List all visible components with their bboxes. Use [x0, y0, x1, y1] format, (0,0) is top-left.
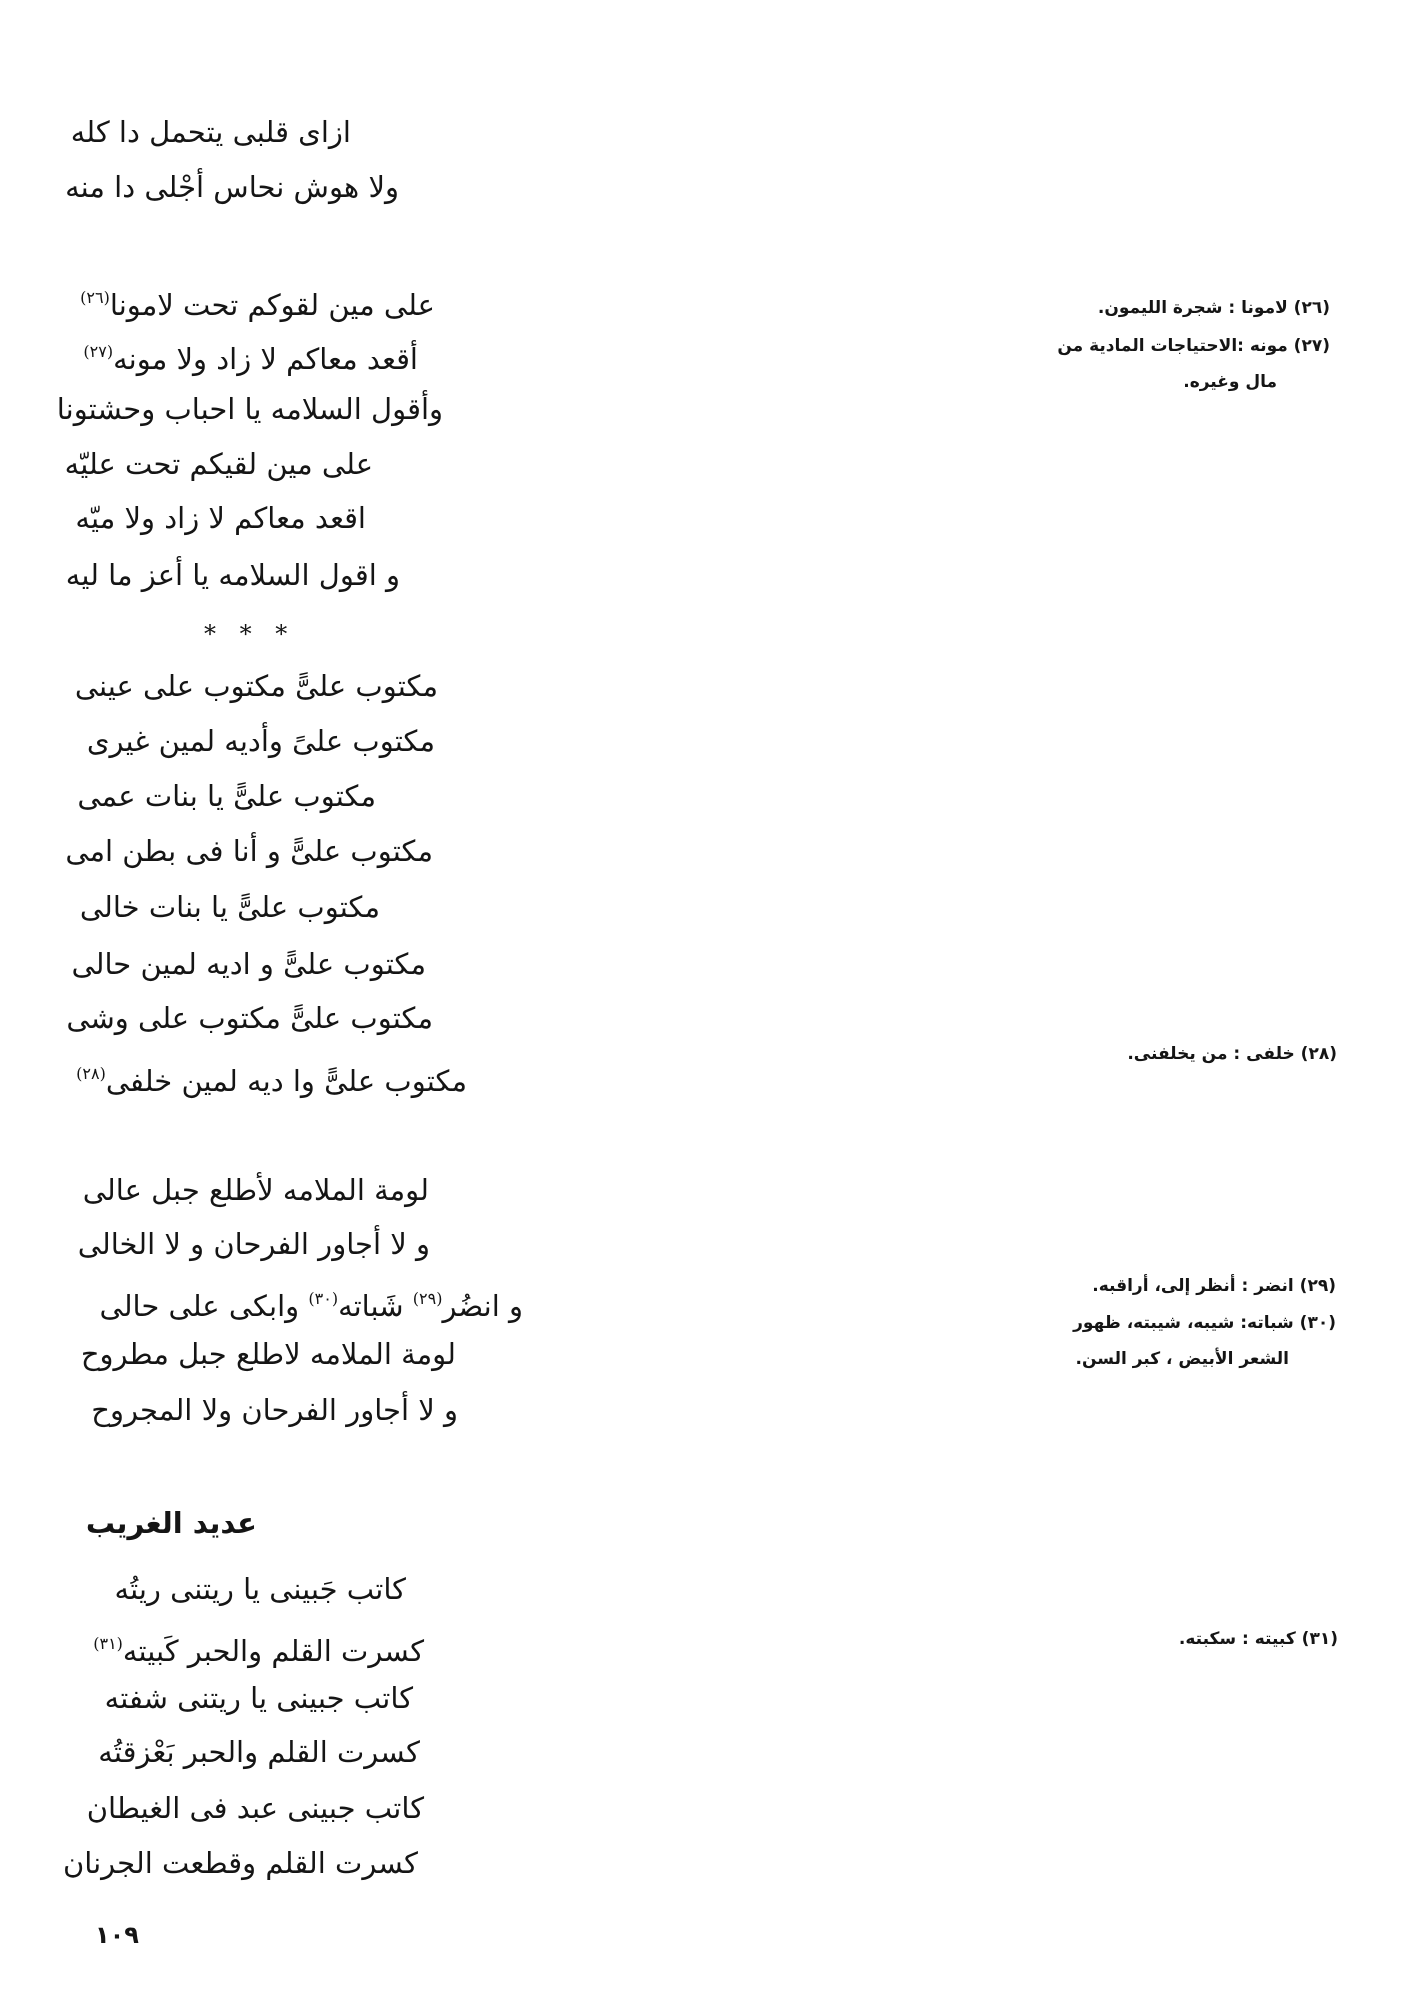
verse-line: وأقول السلامه يا احباب وحشتونا: [56, 392, 443, 426]
section-separator: * * *: [204, 620, 296, 648]
verse-line: كاتب جبينى عبد فى الغيطان: [86, 1791, 424, 1825]
verse-line: مكتوب علىًّ مكتوب على عينى: [74, 669, 438, 703]
verse-line: مكتوب علىًّ و اديه لمين حالى: [71, 947, 426, 981]
verse-line: مكتوب علىًّ يا بنات خالى: [79, 890, 380, 924]
verse-line: كاتب جبينى يا ريتنى شفته: [104, 1681, 413, 1715]
footnote-ref: (٢٧): [83, 342, 114, 361]
verse-line: مكتوب علىً وأديه لمين غيرى: [86, 724, 435, 758]
verse-line: و اقول السلامه يا أعز ما ليه: [65, 558, 400, 592]
verse-text: مكتوب علىًّ وا ديه لمين خلفى: [105, 1064, 467, 1098]
verse-line: كسرت القلم والحبر بَعْزقتُه: [98, 1735, 420, 1769]
margin-note-continuation: مال وغيره.: [1183, 372, 1277, 392]
verse-line: مكتوب علىًّ و أنا فى بطن امى: [65, 834, 433, 868]
verse-line: لومة الملامه لأطلع جبل عالى: [82, 1173, 429, 1207]
footnote-ref: (٣٠): [308, 1289, 339, 1308]
verse-line: [80, 278, 435, 322]
margin-note: (٢٦) لامونا : شجرة الليمون.: [1097, 298, 1330, 318]
verse-line: ولا هوش نحاس أجْلى دا منه: [65, 170, 399, 204]
verse-line: [93, 1624, 424, 1668]
verse-text: و انضُر: [442, 1289, 523, 1323]
verse-line: مكتوب علىًّ مكتوب على وشى: [66, 1001, 433, 1035]
verse-text: شَباته: [338, 1289, 413, 1323]
footnote-ref: (٢٦): [80, 288, 110, 307]
verse-line: مكتوب علىًّ يا بنات عمى: [77, 779, 376, 813]
verse-text: كسرت القلم والحبر كَبيته: [122, 1634, 424, 1668]
page-number: ١٠٩: [95, 1921, 139, 1949]
margin-note-continuation: الشعر الأبيض ، كبر السن.: [1075, 1349, 1289, 1369]
verse-text: أقعد معاكم لا زاد ولا مونه: [113, 342, 418, 376]
verse-line: [83, 332, 418, 376]
footnote-ref: (٣١): [93, 1634, 123, 1653]
footnote-ref: (٢٨): [76, 1064, 106, 1083]
verse-line: [99, 1279, 523, 1323]
verse-text: على مين لقوكم تحت لامونا: [109, 288, 435, 322]
verse-line: كاتب جَبينى يا ريتنى ريتُه: [114, 1572, 406, 1606]
verse-line: و لا أجاور الفرحان و لا الخالى: [77, 1227, 430, 1261]
verse-text: وابكى على حالى: [99, 1289, 309, 1323]
verse-line: على مين لقيكم تحت عليّه: [64, 447, 373, 481]
section-heading: عديد الغريب: [85, 1506, 257, 1540]
margin-note: (٢٧) مونه :الاحتياجات المادية من: [1057, 336, 1330, 356]
verse-line: اقعد معاكم لا زاد ولا ميّه: [75, 501, 366, 535]
footnote-ref: (٢٩): [412, 1289, 443, 1308]
verse-line: كسرت القلم وقطعت الجرنان: [62, 1846, 418, 1880]
verse-line: ازاى قلبى يتحمل دا كله: [70, 115, 351, 149]
margin-note: (٣١) كبيته : سكبته.: [1178, 1629, 1338, 1649]
margin-note: (٢٩) انضر : أنظر إلى، أراقبه.: [1092, 1276, 1336, 1296]
margin-note: (٢٨) خلفى : من يخلفنى.: [1127, 1044, 1337, 1064]
verse-line: لومة الملامه لاطلع جبل مطروح: [80, 1337, 456, 1371]
verse-line: [76, 1054, 467, 1098]
margin-note: (٣٠) شباته: شيبه، شيبته، ظهور: [1073, 1313, 1336, 1333]
verse-line: و لا أجاور الفرحان ولا المجروح: [91, 1393, 458, 1427]
